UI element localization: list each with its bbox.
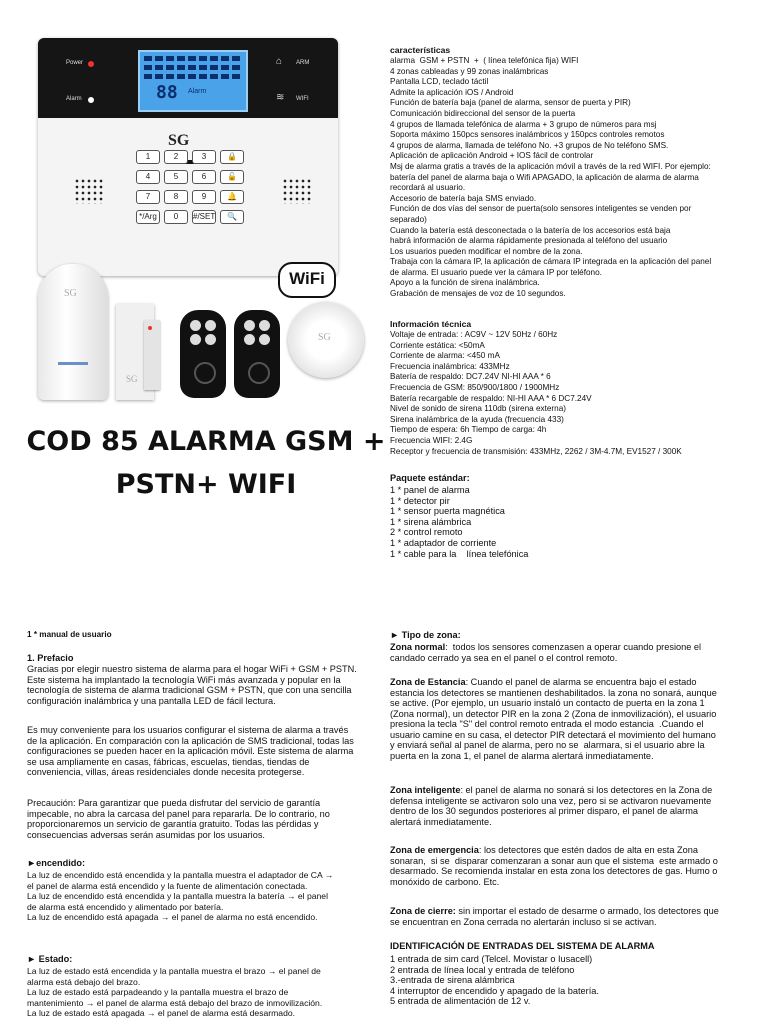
keypad-key: 3 [192,150,216,164]
conveniente-text: Es muy conveniente para los usuarios configurar el sistema de alarma a través de la aplicación. En comparación con la aplicación de SMS tradicional, todas las configuraciones se pueden hacer en la aplicación móvil. Este sistema de alarma se usa ampliamente en casas, fábricas, escuelas, tiendas, tiendas de conveniencia, villas, áreas residenciales donde necesita protegerse. [27,725,354,777]
alarm-led-icon [88,97,94,103]
keypad-key: 🔔 [220,190,244,204]
keypad-key: 5 [164,170,188,184]
product-image [28,34,382,412]
estado-heading: ► Estado: [27,954,73,964]
manual-heading: 1 * manual de usuario [27,630,112,639]
zona-cierre-label: Zona de cierre: [390,906,456,916]
zona-emergencia-label: Zona de emergencia [390,845,479,855]
entradas-list: 1 entrada de sim card (Telcel. Movistar o Iusacell) 2 entrada de línea local y entrada de teléfono 3.-entrada de sirena alámbrica 4 interruptor de encendido y apagado de la batería. 5 entrada de alimentación de 12 v. [390,954,599,1006]
keypad-key: 🔓 [220,170,244,184]
wifi-icon: ≋ [276,92,285,103]
zona-estancia-text: : Cuando el panel de alarma se encuentra bajo el estado estancia los detectores se mantienen deshabilitados. la zona no sonará, aunque se active. (Por ejemplo, un usuario instaló un contacto de puerta en la zona 1 (Zona normal), un detector PIR en la zona 2 (Zona de inmovilización), el usuario presiona la tecla "S" del control remoto entrada el modo estancia .Cuando el usuario camine en su casa, el detector PIR detectará el movimiento del humano y enviará señal al panel de alarma, pero no se alarmara, si el usuario abre la puerta en la zona 1, el panel de alarma alertará inmediatamente. [390,677,717,761]
lcd-screen [138,50,248,112]
door-magnet [144,320,160,390]
alarm-panel [38,38,338,276]
keypad-key: 1 [136,150,160,164]
zona-inteligente-block [390,785,712,827]
wifi-label: WIFI [296,96,309,102]
keypad-key: #/SET [192,210,216,224]
speaker-grill-right [282,178,312,204]
keypad-key: 6 [192,170,216,184]
page-title: COD 85 ALARMA GSM + PSTN+ WIFI [26,426,386,500]
panel-brand: SG [168,132,190,149]
home-icon: ⌂ [276,56,283,67]
lcd-alarm-text: Alarm [188,88,207,95]
zona-inteligente-text: : el panel de alarma no sonará si los detectores en la Zona de defensa inteligente se activaron solo una vez, pero si se activaron nuevamente dentro de los 30 segundos posteriores al primer disparo, el panel de alarma alertará inmediatamente. [390,785,713,827]
zona-emergencia-text: : los detectores que estén dados de alta en esta Zona sonaran, si se disparar comenzaran a sonar aun que el sistema este armado o desarmado. Se recomienda instalar en esta zona los detectores de gas. Humo o monóxido de carbono. Etc. [390,845,718,887]
arm-label: ARM [296,60,310,66]
keypad-key: 2 [164,150,188,164]
panel-display-area [38,38,338,118]
speaker-grill-left [74,178,104,204]
keypad-key: 0 [164,210,188,224]
siren [288,302,364,378]
keypad-key: 8 [164,190,188,204]
caracteristicas-list: alarma GSM + PSTN + ( línea telefónica fija) WIFI 4 zonas cableadas y 99 zonas inalámbricas Pantalla LCD, teclado táctil Admite la aplicación iOS / Android Función de batería baja (panel de alarma, sensor de puerta y PIR) Comunicación bidireccional del sensor de la puerta 4 grupos de llamada telefónica de alarma + 3 grupo de números para msj Soporta máximo 150pcs sensores inalámbricos y 150pcs controles remotos 4 grupos de alarma, llamada de teléfono No. +3 grupos de No teléfono SMS. Aplicación de aplicación Android + IOS fácil de controlar Msj de alarma gratis a través de la aplicación móvil a través de la red WIFI. Por ejemplo: batería del panel de alarma baja o Wifi APAGADO, la aplicación de alarma de alarma recordará al usuario. Accesorio de batería baja SMS enviado. Función de dos vías del sensor de puerta(solo sensores inteligentes se venden por separado) Cuando la batería está desconectada o la batería de los accesorios está baja habrá información de alarma rápidamente presionada al teléfono del usuario Los usuarios pueden modificar el nombre de la zona. Trabaja con la cámara IP, la aplicación de cámara IP integrada en la aplicación del panel de alarma. El usuario puede ver la cámara IP por teléfono. Apoyo a la función de sirena inalámbrica. Grabación de mensajes de voz de 10 segundos. [390,56,712,299]
keypad-key: 🔒 [220,150,244,164]
entradas-heading: IDENTIFICACIÓN DE ENTRADAS DEL SISTEMA DE ALARMA [390,941,655,951]
estado-text: La luz de estado está encendida y la pantalla muestra el brazo → el panel de alarma está debajo del brazo. La luz de estado está parpadeando y la pantalla muestra el brazo de mantenimiento → el panel de alarma está debajo del brazo de inmovilización. La luz de estado está apagada → el panel de alarma está desarmado. [27,966,323,1018]
remote-control-1 [180,310,226,398]
power-label: Power [66,60,84,66]
wifi-badge: WiFi [278,262,336,298]
keypad-key: */Arg [136,210,160,224]
prefacio-text: Gracias por elegir nuestro sistema de alarma para el hogar WiFi + GSM + PSTN. Este sistema ha implantado la tecnología WiFi más avanzada y popular en la tecnología de sistema de alarma tradicional GSM + PSTN, que con una sencilla configuración inalámbrica y una pantalla LED de fácil lectura. [27,664,357,706]
prefacio-heading: 1. Prefacio [27,653,74,663]
paquete-heading: Paquete estándar: [390,473,470,483]
tipo-zona-heading: ► Tipo de zona: [390,630,461,640]
zona-estancia-block [390,677,717,761]
remote-control-2 [234,310,280,398]
pir-detector [38,264,108,400]
keypad [136,150,252,250]
info-tecnica-list: Voltaje de entrada: : AC9V ~ 12V 50Hz / 60Hz Corriente estática: <50mA Corriente de alarma: <450 mA Frecuencia inalámbrica: 433MHz Batería de respaldo: DC7.24V NI-HI AAA * 6 Frecuencia de GSM: 850/900/1800 / 1900MHz Batería recargable de respaldo: NI-HI AAA * 6 DC7.24V Nivel de sonido de sirena 110db (sirena externa) Sirena inalámbrica de la ayuda (frecuencia 433) Tiempo de espera: 6h Tiempo de carga: 4h Frecuencia WIFI: 2.4G Receptor y frecuencia de transmisión: 433MHz, 2262 / 3M-4.7M, EV1527 / 300K [390,330,682,456]
alarm-label: Alarm [66,96,82,102]
caracteristicas-heading: características [390,45,451,55]
siren-brand: SG [318,332,331,343]
keypad-key: 4 [136,170,160,184]
door-brand: SG [126,374,138,384]
precaucion-text: Precaución: Para garantizar que pueda disfrutar del servicio de garantía impecable, no abra la carcasa del panel para repararla. De lo contrario, no proporcionaremos un servicio de garantía gratuito. Todas las pérdidas y consecuencias adversas serán asumidas por los usuarios. [27,798,330,840]
zona-normal-label: Zona normal [390,642,446,652]
zona-inteligente-label: Zona inteligente [390,785,461,795]
zona-cierre-text: sin importar el estado de desarme o armado, los detectores que se encuentran en Zona cerrada no alertarán incluso si se activan. [390,906,719,927]
zona-cierre-block [390,906,719,927]
keypad-key: 7 [136,190,160,204]
encendido-heading: ►encendido: [27,858,86,868]
info-tecnica-heading: Información técnica [390,319,472,329]
zona-normal-block [390,642,701,663]
zona-normal-text: : todos los sensores comenzasen a operar cuando presione el candado cerrado ya sea en el panel o el control remoto. [390,642,702,663]
encendido-text: La luz de encendido está encendida y la pantalla muestra el adaptador de CA → el panel de alarma está encendido y la fuente de alimentación conectada. La luz de encendido está encendida y la pantalla muestra la batería → el panel de alarma está encendido y alimentado por batería. La luz de encendido está apagada → el panel de alarma no está encendido. [27,870,334,922]
paquete-list: 1 * panel de alarma 1 * detector pir 1 * sensor puerta magnética 1 * sirena alámbrica 2 * control remoto 1 * adaptador de corriente 1 * cable para la línea telefónica [390,485,529,559]
zona-estancia-label: Zona de Estancia [390,677,466,687]
lcd-digits: 88 [156,82,178,103]
power-led-icon [88,61,94,67]
zona-emergencia-block [390,845,718,887]
keypad-key: 9 [192,190,216,204]
pir-brand: SG [64,288,77,299]
keypad-key: 🔍 [220,210,244,224]
